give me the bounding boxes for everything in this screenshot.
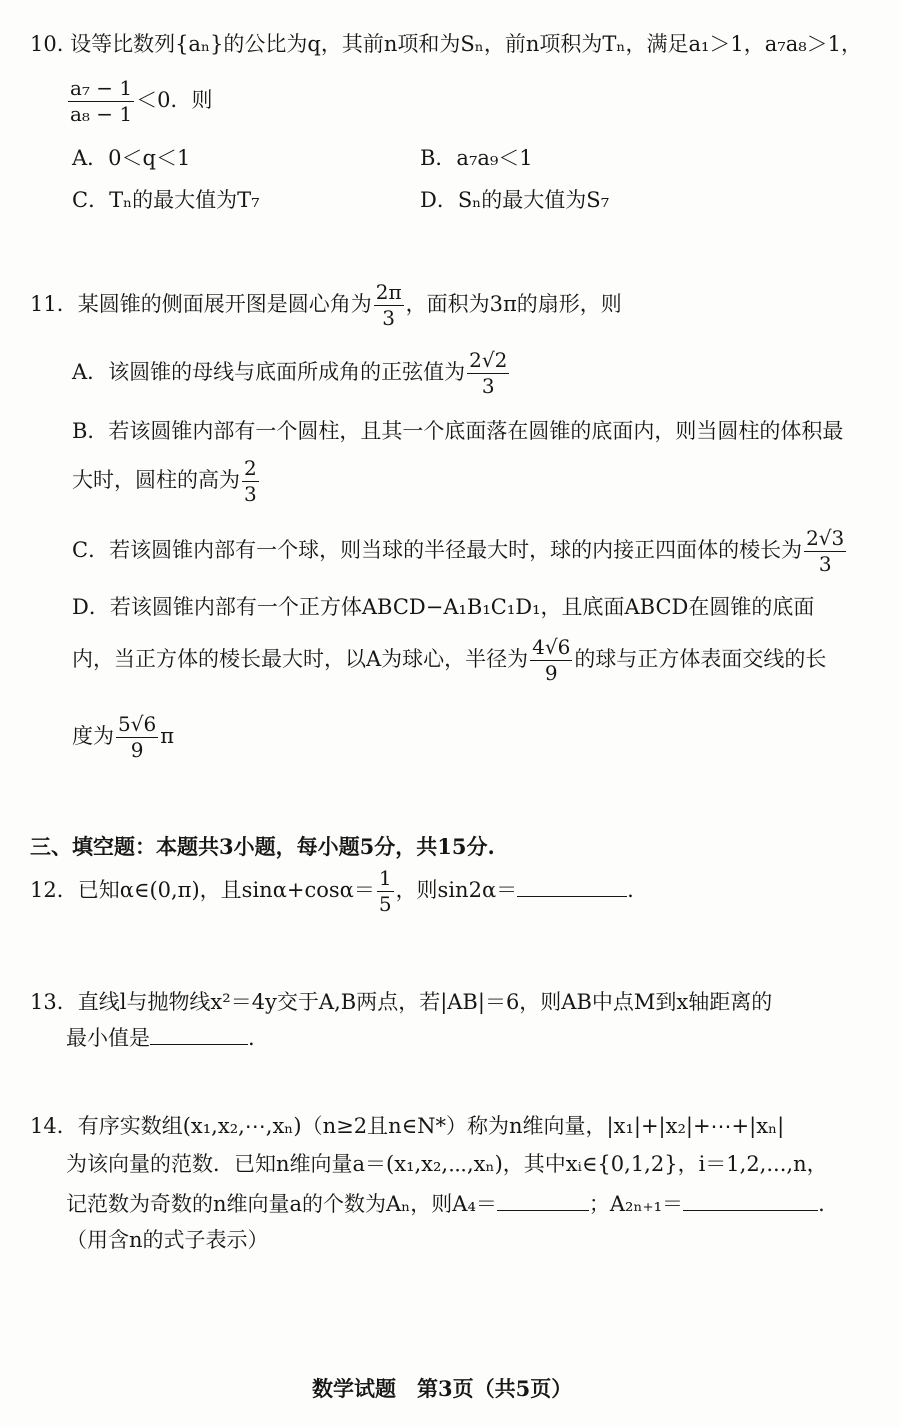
q13-stem-line2-text: 最小值是 [66, 1026, 150, 1050]
q11-option-a-numerator: 2√2 [469, 348, 508, 372]
q11-stem [30, 282, 622, 329]
q12-stem-pre: 12．已知α∈(0,π)，且sinα+cosα＝ [30, 878, 375, 902]
q11-option-d-radius-numerator: 4√6 [532, 635, 571, 659]
q10-stem-line2 [66, 78, 213, 125]
q11-stem-numerator: 2π [375, 280, 402, 304]
q11-option-d-fraction-length [116, 714, 158, 761]
q14-stem-line4: （用含n的式子表示） [66, 1228, 269, 1252]
page-footer: 数学试题 第3页（共5页） [312, 1376, 573, 1401]
q14-stem-line1: 14．有序实数组(x₁,x₂,⋯,xₙ)（n≥2且n∈N*）称为n维向量，|x₁|+|x₂|+⋯+|xₙ| [30, 1114, 785, 1138]
q11-option-d-length-numerator: 5√6 [118, 712, 157, 736]
q11-option-b-fraction [242, 458, 259, 505]
q10-fraction [68, 78, 134, 125]
q11-option-c [72, 528, 848, 575]
q10-option-d: D．Sₙ的最大值为S₇ [420, 188, 610, 212]
q14-end: . [818, 1192, 825, 1216]
q11-option-a [72, 350, 511, 397]
section3-heading: 三、填空题：本题共3小题，每小题5分，共15分. [30, 834, 495, 859]
q13-end: . [248, 1026, 255, 1050]
q11-option-d-line3 [72, 714, 174, 761]
q11-stem-fraction [374, 282, 404, 329]
q11-option-b-numerator: 2 [244, 456, 257, 480]
q10-option-b: B．a₇a₉＜1 [420, 146, 533, 170]
q14-stem-line2: 为该向量的范数．已知n维向量a＝(x₁,x₂,⋯,xₙ)，其中xᵢ∈{0,1,2}，i＝1,2,...,n， [66, 1152, 828, 1176]
q11-option-b-denominator: 3 [244, 482, 257, 506]
q11-option-d-length-denominator: 9 [130, 738, 144, 762]
q11-option-d-line3-pre: 度为 [72, 724, 114, 748]
q11-option-b-text: 大时，圆柱的高为 [72, 468, 240, 492]
q10-fraction-numerator: a₇ − 1 [70, 76, 133, 100]
q11-option-d-fraction-radius [530, 637, 572, 684]
q11-option-b-line1: B．若该圆锥内部有一个圆柱，且其一个底面落在圆锥的底面内，则当圆柱的体积最 [72, 419, 844, 443]
q12-stem [30, 868, 634, 915]
q11-option-d-line1: D．若该圆锥内部有一个正方体ABCD−A₁B₁C₁D₁，且底面ABCD在圆锥的底面 [72, 595, 815, 619]
q14-answer-blank-a2n1[interactable] [683, 1208, 818, 1211]
q14-stem-line3 [66, 1194, 825, 1215]
q11-option-c-numerator: 2√3 [806, 526, 845, 550]
q14-stem-line3-a: 记范数为奇数的n维向量a的个数为Aₙ，则A₄＝ [66, 1192, 497, 1216]
q11-option-a-text: A．该圆锥的母线与底面所成角的正弦值为 [72, 360, 466, 384]
q12-answer-blank[interactable] [517, 894, 627, 897]
q11-stem-post: ，面积为3π的扇形，则 [405, 292, 622, 316]
q12-numerator: 1 [378, 866, 392, 890]
q11-option-c-text: C．若该圆锥内部有一个球，则当球的半径最大时，球的内接正四面体的棱长为 [72, 538, 803, 562]
q11-stem-pre: 11．某圆锥的侧面展开图是圆心角为 [30, 292, 372, 316]
q11-option-d-radius-denominator: 9 [544, 661, 558, 685]
q14-answer-blank-a4[interactable] [497, 1208, 589, 1211]
q10-stem-line1: 10. 设等比数列{aₙ}的公比为q，其前n项和为Sₙ，前n项积为Tₙ，满足a₁＞1，a₇a₈＞1， [30, 32, 862, 56]
q11-option-d-line2 [72, 637, 826, 684]
q11-stem-denominator: 3 [382, 306, 396, 330]
q11-option-d-line2-pre: 内，当正方体的棱长最大时，以A为球心，半径为 [72, 647, 529, 671]
q13-stem-line2 [66, 1028, 255, 1049]
q10-option-a: A．0＜q＜1 [72, 146, 191, 170]
q11-option-c-fraction [804, 528, 846, 575]
q13-answer-blank[interactable] [150, 1042, 248, 1045]
q14-stem-line3-b: ；A₂ₙ₊₁＝ [588, 1192, 684, 1216]
q11-option-b-line2 [72, 458, 261, 505]
q10-stem-tail: ＜0．则 [136, 88, 213, 112]
q10-fraction-denominator: a₈ − 1 [70, 102, 133, 126]
q12-end: . [627, 878, 634, 902]
q11-option-d-line2-post: 的球与正方体表面交线的长 [574, 647, 827, 671]
q12-stem-post: ，则sin2α＝ [395, 878, 518, 902]
q11-option-c-denominator: 3 [818, 552, 832, 576]
q12-denominator: 5 [378, 892, 392, 916]
q11-option-a-denominator: 3 [481, 374, 495, 398]
q10-option-c: C．Tₙ的最大值为T₇ [72, 188, 260, 212]
q11-option-a-fraction [467, 350, 509, 397]
q11-option-d-line3-post: π [160, 724, 175, 748]
q13-stem-line1: 13．直线l与抛物线x²＝4y交于A,B两点，若|AB|＝6，则AB中点M到x轴距离的 [30, 990, 773, 1014]
q12-fraction [377, 868, 394, 915]
